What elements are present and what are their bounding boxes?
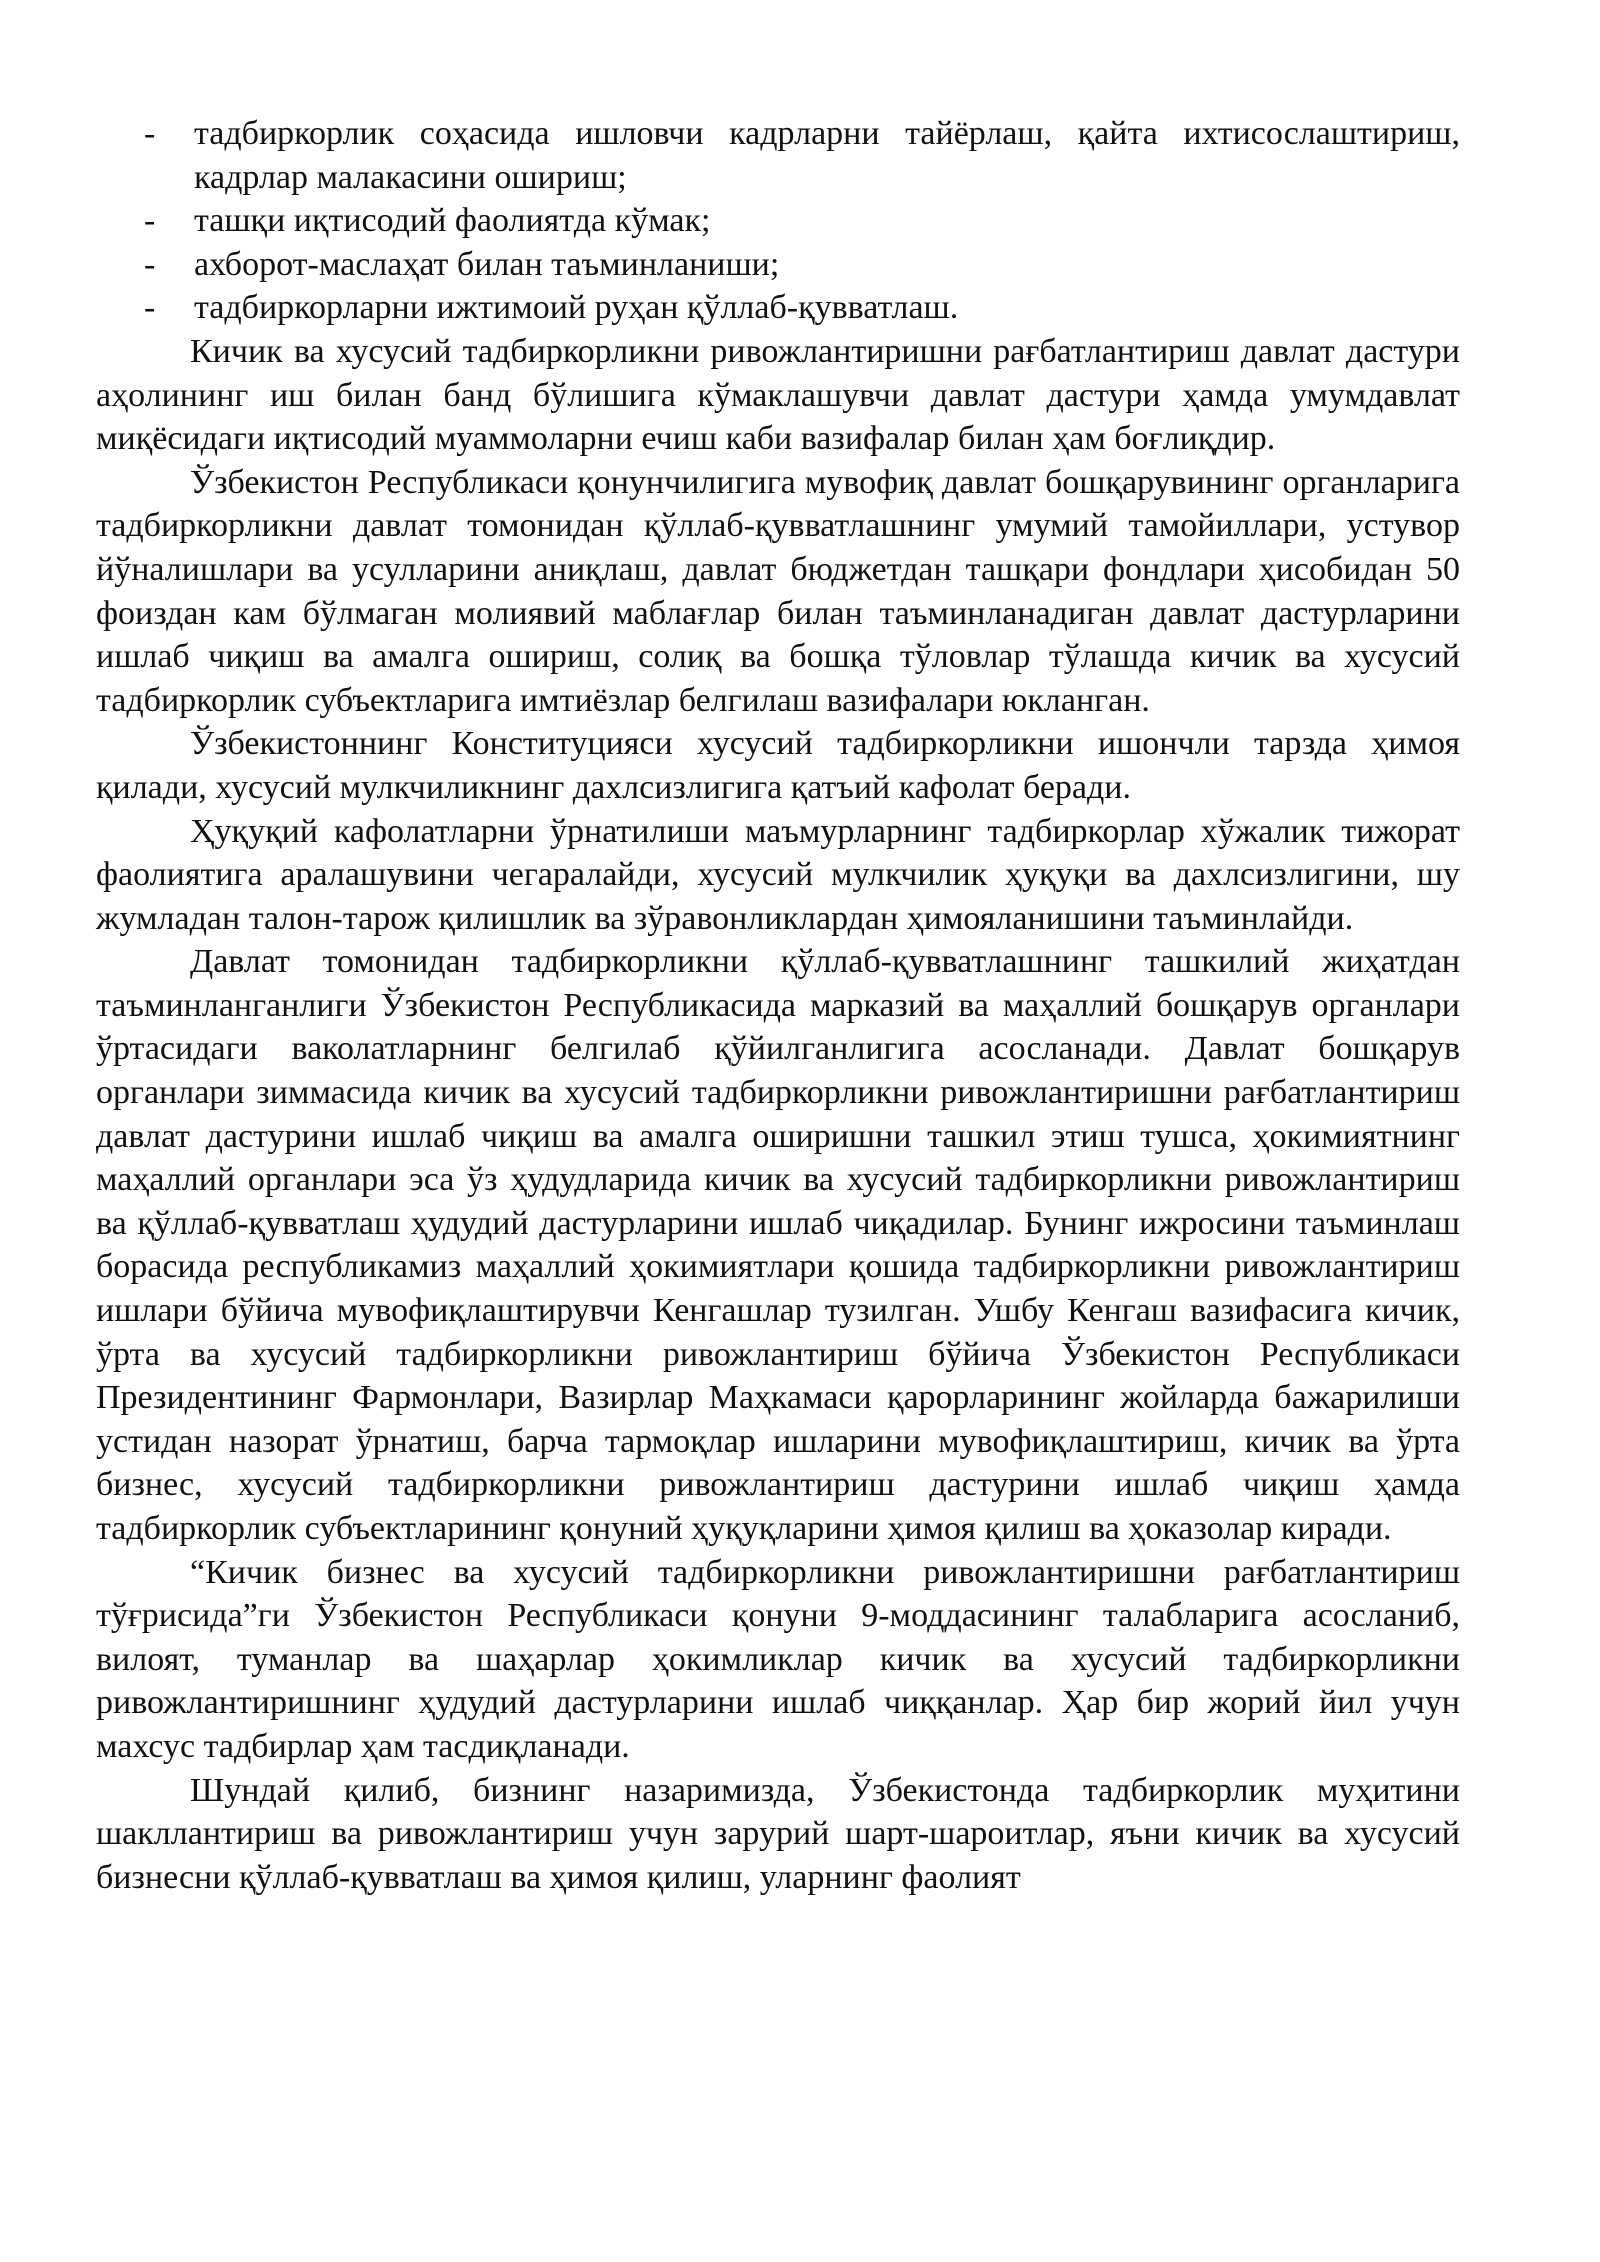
bullet-text: ахборот-маслаҳат билан таъминланиши; xyxy=(194,245,780,283)
paragraph: Давлат томонидан тадбиркорликни қўллаб-қувватлашнинг ташкилий жиҳатдан таъминланганлиги Ўзбекистон Республикасида марказий ва маҳаллий бошқарув органлари ўртасидаги ваколатларнинг белгилаб қўйилганлигига асосланади. Давлат бошқарув органлари зиммасида кичик ва хусусий тадбиркорликни ривожлантиришни рағбатлантириш давлат дастурини ишлаб чиқиш ва амалга оширишни ташкил этиш тушса, ҳокимиятнинг маҳаллий органлари эса ўз ҳудудларида кичик ва хусусий тадбиркорликни ривожлантириш ва қўллаб-қувватлаш ҳудудий дастурларини ишлаб чиқадилар. Бунинг ижросини таъминлаш борасида республикамиз маҳаллий ҳокимиятлари қошида тадбиркорликни ривожлантириш ишлари бўйича мувофиқлаштирувчи Кенгашлар тузилган. Ушбу Кенгаш вазифасига кичик, ўрта ва хусусий тадбиркорликни ривожлантириш бўйича Ўзбекистон Республикаси Президентининг Фармонлари, Вазирлар Маҳкамаси қарорларининг жойларда бажарилиши устидан назорат ўрнатиш, барча тармоқлар ишларини мувофиқлаштириш, кичик ва ўрта бизнес, хусусий тадбиркорликни ривожлантириш дастурини ишлаб чиқиш ҳамда тадбиркорлик субъектларининг қонуний ҳуқуқларини ҳимоя қилиш ва ҳоказолар киради. xyxy=(96,943,1460,1547)
paragraph: Ўзбекистон Республикаси қонунчилигига мувофиқ давлат бошқарувининг органларига тадбиркорликни давлат томонидан қўллаб-қувватлашнинг умумий тамойиллари, устувор йўналишлари ва усулларини аниқлаш, давлат бюджетдан ташқари фондлари ҳисобидан 50 фоиздан кам бўлмаган молиявий маблағлар билан таъминланадиган давлат дастурларини ишлаб чиқиш ва амалга ошириш, солиқ ва бошқа тўловлар тўлашда кичик ва хусусий тадбиркорлик субъектларига имтиёзлар белгилаш вазифалари юкланган. xyxy=(96,463,1460,719)
paragraph: Ўзбекистоннинг Конституцияси хусусий тадбиркорликни ишончли тарзда ҳимоя қилади, хусусий мулкчиликнинг дахлсизлигига қатъий кафолат беради. xyxy=(96,725,1460,806)
paragraph: “Кичик бизнес ва хусусий тадбиркорликни ривожлантиришни рағбатлантириш тўғрисида”ги Ўзбекистон Республикаси қонуни 9-моддасининг талабларига асосланиб, вилоят, туманлар ва шаҳарлар ҳокимликлар кичик ва хусусий тадбиркорликни ривожлантиришнинг ҳудудий дастурларини ишлаб чиққанлар. Ҳар бир жорий йил учун махсус тадбирлар ҳам тасдиқланади. xyxy=(96,1553,1460,1765)
bullet-dash: - xyxy=(144,202,156,240)
bullet-text: ташқи иқтисодий фаолиятда кўмак; xyxy=(194,202,711,240)
bullet-dash: - xyxy=(144,245,156,283)
bullet-item xyxy=(96,286,1460,330)
bullet-text: тадбиркорларни ижтимоий руҳан қўллаб-қувватлаш. xyxy=(194,289,959,327)
bullet-dash: - xyxy=(144,115,156,152)
paragraph: Ҳуқуқий кафолатларни ўрнатилиши маъмурларнинг тадбиркорлар хўжалик тижорат фаолиятига аралашувини чегаралайди, хусусий мулкчилик ҳуқуқи ва дахлсизлигини, шу жумладан талон-тарож қилишлик ва зўравонликлардан ҳимояланишини таъминлайди. xyxy=(96,812,1460,937)
bullet-item xyxy=(96,199,1460,243)
bullet-text: тадбиркорлик соҳасида ишловчи кадрларни тайёрлаш, қайта ихтисослаштириш, кадрлар малакасини ошириш; xyxy=(194,115,1460,196)
paragraph: Кичик ва хусусий тадбиркорликни ривожлантиришни рағбатлантириш давлат дастури аҳолининг иш билан банд бўлишига кўмаклашувчи давлат дастури ҳамда умумдавлат миқёсидаги иқтисодий муаммоларни ечиш каби вазифалар билан ҳам боғлиқдир. xyxy=(96,332,1460,458)
paragraph: Шундай қилиб, бизнинг назаримизда, Ўзбекистонда тадбиркорлик муҳитини шакллантириш ва ривожлантириш учун зарурий шарт-шароитлар, яъни кичик ва хусусий бизнесни қўллаб-қувватлаш ва ҳимоя қилиш, уларнинг фаолият xyxy=(96,1771,1460,1896)
bullet-item xyxy=(96,243,1460,287)
bullet-dash: - xyxy=(144,289,156,327)
bullet-list xyxy=(96,112,1460,330)
bullet-item xyxy=(96,112,1460,199)
